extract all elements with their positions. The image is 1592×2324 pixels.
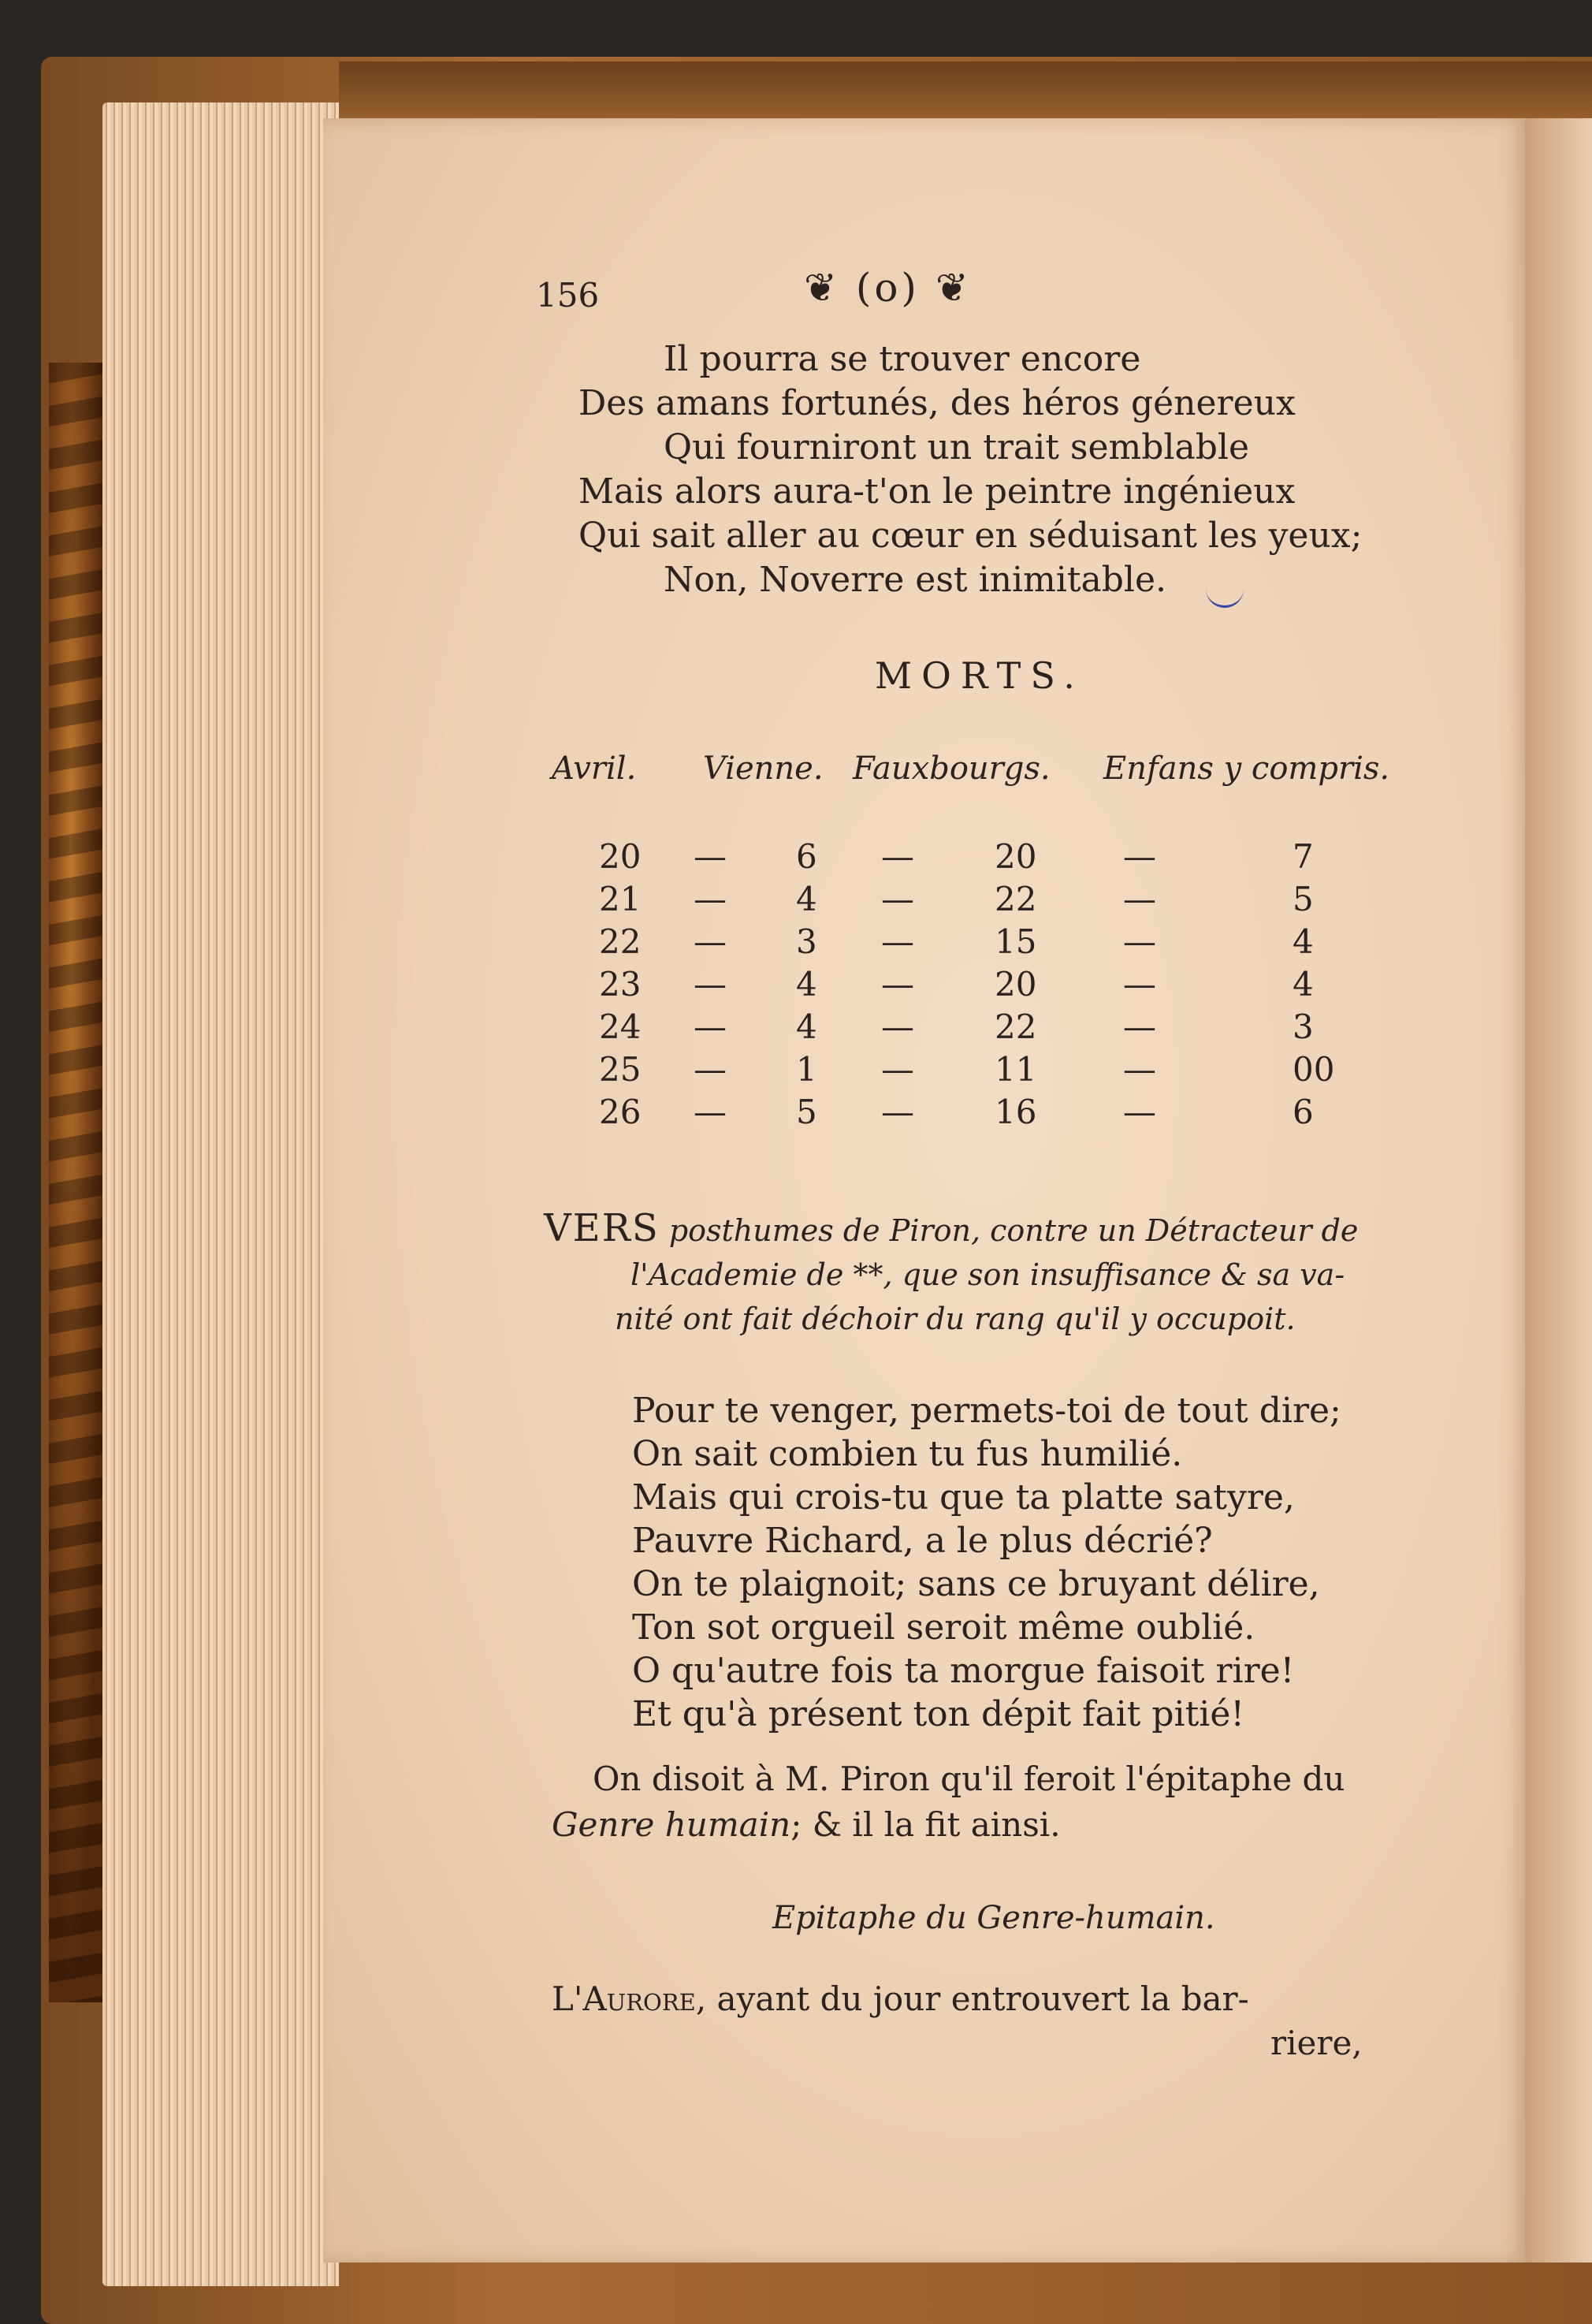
table-cell: 7 <box>1293 837 1314 876</box>
table-cell: 15 <box>995 922 1037 961</box>
table-cell: 4 <box>796 965 817 1004</box>
table-dash: — <box>881 837 914 876</box>
table-dash: — <box>1123 837 1156 876</box>
page-edges <box>102 102 339 2286</box>
vers-heading <box>544 1206 1358 1341</box>
running-head <box>804 265 972 311</box>
prose-line1: On disoit à M. Piron qu'il feroit l'épitaphe du <box>593 1760 1345 1798</box>
aurore-line1 <box>552 1977 1249 2021</box>
epitaph-title: Epitaphe du Genre-humain. <box>772 1900 1215 1936</box>
table-dash: — <box>694 880 727 918</box>
poem2-line: Et qu'à présent ton dépit fait pitié! <box>632 1694 1245 1734</box>
table-dash: — <box>881 880 914 918</box>
table-cell: 25 <box>599 1050 642 1089</box>
table-dash: — <box>1123 965 1156 1004</box>
table-dash: — <box>1123 1093 1156 1131</box>
table-cell: 11 <box>995 1050 1037 1089</box>
poem1-line: Qui fourniront un trait semblable <box>664 427 1249 467</box>
page-number: 156 <box>536 276 600 315</box>
table-dash: — <box>694 837 727 876</box>
poem2-line: On te plaignoit; sans ce bruyant délire, <box>632 1564 1320 1604</box>
poem2-line: Pauvre Richard, a le plus décrié? <box>632 1521 1213 1561</box>
table-cell: 26 <box>599 1093 642 1131</box>
table-cell: 20 <box>995 837 1037 876</box>
table-cell: 6 <box>1293 1093 1314 1131</box>
ornament-right-icon: ❦ <box>935 265 972 311</box>
table-cell: 1 <box>796 1050 817 1089</box>
poem1-line: Non, Noverre est inimitable. <box>664 560 1167 600</box>
table-dash: — <box>694 1093 727 1131</box>
table-cell: 3 <box>796 922 817 961</box>
table-header-enfans: Enfans y compris. <box>1103 750 1390 787</box>
vers-line1: posthumes de Piron, contre un Détracteur de <box>668 1213 1359 1248</box>
poem1-line: Mais alors aura-t'on le peintre ingénieux <box>578 471 1296 512</box>
aurore-lead: L'Aurore <box>552 1979 696 2018</box>
poem1-line: Il pourra se trouver encore <box>664 339 1141 379</box>
table-cell: 22 <box>995 1007 1037 1046</box>
poem2-line: Pour te venger, permets-toi de tout dire; <box>632 1391 1341 1431</box>
poem1-line: Des amans fortunés, des héros génereux <box>578 383 1296 423</box>
table-header-fauxbourgs: Fauxbourgs. <box>853 750 1051 787</box>
aurore-line1-text: , ayant du jour entrouvert la bar- <box>695 1979 1249 2018</box>
table-dash: — <box>694 922 727 961</box>
table-cell: 24 <box>599 1007 642 1046</box>
poem2-line: On sait combien tu fus humilié. <box>632 1434 1183 1474</box>
table-cell: 22 <box>995 880 1037 918</box>
table-dash: — <box>881 965 914 1004</box>
poem2-line: Mais qui crois-tu que ta platte satyre, <box>632 1477 1295 1518</box>
table-cell: 4 <box>796 1007 817 1046</box>
table-dash: — <box>1123 922 1156 961</box>
table-cell: 5 <box>796 1093 817 1131</box>
table-cell: 23 <box>599 965 642 1004</box>
poem1-line: Qui sait aller au cœur en séduisant les yeux; <box>578 516 1363 556</box>
book-cover-top-edge <box>339 61 1592 125</box>
poem2-line: O qu'autre fois ta morgue faisoit rire! <box>632 1651 1295 1691</box>
table-dash: — <box>1123 1050 1156 1089</box>
prose-italic: Genre humain <box>552 1805 791 1844</box>
table-dash: — <box>881 1093 914 1131</box>
facing-page-edge <box>1525 118 1592 2263</box>
aurore-line2: riere, <box>1270 2024 1363 2062</box>
vers-line2: l'Academie de **, que son insuffisance & sa va- <box>630 1257 1345 1292</box>
table-cell: 20 <box>599 837 642 876</box>
table-dash: — <box>694 965 727 1004</box>
ornament-left-icon: ❦ <box>804 265 840 311</box>
table-cell: 21 <box>599 880 642 918</box>
table-cell: 20 <box>995 965 1037 1004</box>
table-dash: — <box>694 1050 727 1089</box>
table-dash: — <box>881 1007 914 1046</box>
table-cell: 16 <box>995 1093 1037 1131</box>
running-head-text: (o) <box>855 265 920 311</box>
table-cell: 4 <box>796 880 817 918</box>
table-dash: — <box>881 922 914 961</box>
table-cell: 22 <box>599 922 642 961</box>
table-cell: 4 <box>1293 922 1314 961</box>
table-cell: 3 <box>1293 1007 1314 1046</box>
table-dash: — <box>881 1050 914 1089</box>
table-dash: — <box>694 1007 727 1046</box>
vers-line3: nité ont fait déchoir du rang qu'il y occupoit. <box>615 1302 1296 1336</box>
table-cell: 5 <box>1293 880 1314 918</box>
vers-lead: VERS <box>544 1206 660 1250</box>
table-cell: 00 <box>1293 1050 1335 1089</box>
prose-line2-rest: ; & il la fit ainsi. <box>790 1805 1061 1844</box>
table-cell: 6 <box>796 837 817 876</box>
poem2-line: Ton sot orgueil seroit même oublié. <box>632 1607 1255 1648</box>
table-dash: — <box>1123 880 1156 918</box>
marbled-binding <box>49 363 104 2002</box>
table-header-vienne: Vienne. <box>703 750 824 787</box>
section-title-morts: MORTS. <box>875 654 1084 697</box>
table-dash: — <box>1123 1007 1156 1046</box>
prose-line2 <box>552 1802 1061 1848</box>
table-header-avril: Avril. <box>552 750 637 787</box>
table-cell: 4 <box>1293 965 1314 1004</box>
